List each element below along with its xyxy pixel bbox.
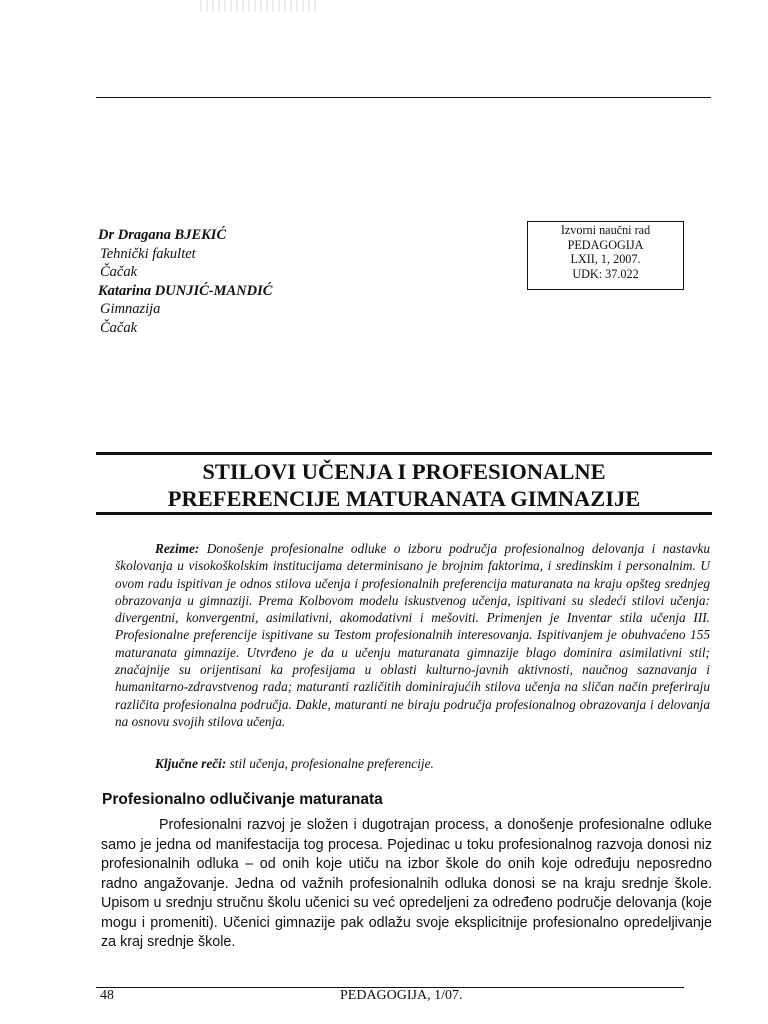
keywords-label: Ključne reči: (155, 756, 227, 771)
author-city: Čačak (100, 319, 138, 336)
paper-title (96, 455, 712, 512)
journal-name: PEDAGOGIJA (567, 237, 644, 252)
author-block (98, 226, 272, 337)
section-heading: Profesionalno odlučivanje maturanata (102, 791, 383, 808)
udk-code: UDK: 37.022 (572, 266, 639, 281)
title-line: PREFERENCIJE MATURANATA GIMNAZIJE (167, 486, 641, 511)
author-name: Katarina DUNJIĆ-MANDIĆ (98, 282, 273, 299)
classification-box (527, 221, 684, 290)
abstract-text: Donošenje profesionalne odluke o izboru područja profesionalnog delovanja i nastavku školovanja u visokoškolskim institucijama determinisano je brojnim faktorima, i sredinskim i personalnim. U ovom radu ispitivan je odnos stilova učenja i profesionalnih preferencija maturanata na kraju opšteg srednjeg obrazovanja u gimnaziji. Prema Kolbovom modelu iskustvenog učenja, ispitivani su sledeći stilovi učenja: divergentni, konvergentni, asimilativni, akomodativni i mešoviti. Primenjen je Inventar stila učenja III. Profesionalne preferencije ispitivane su Testom profesionalnih interesovanja. Ispitivanjem je obuhvaćeno 155 maturanata gimnazije. Utvrđeno je da u učenju maturanata gimnazije blago dominira asimilativni stil; značajnije su orijentisani ka profesijama u oblasti kulturno-javnih aktivnosti, naučnog saznavanja i humanitarno-zdravstvenog rada; maturanti različitih dominirajućih stilova učenja na sličan način preferiraju različita profesionalna područja. Dakle, maturanti ne biraju područja profesionalnog obrazovanja i delovanja na osnovu svojih stilova učenja. (115, 541, 711, 729)
page-number: 48 (100, 988, 114, 1003)
abstract-label: Rezime: (155, 541, 200, 556)
header-rule (96, 97, 711, 98)
keywords-text: stil učenja, profesionalne preferencije. (229, 756, 434, 771)
title-line: STILOVI UČENJA I PROFESIONALNE (202, 459, 606, 484)
author-name: Dr Dragana BJEKIĆ (98, 227, 227, 243)
keywords (155, 756, 434, 772)
author-city: Čačak (100, 264, 138, 280)
paper-type: Izvorni naučni rad (560, 223, 651, 237)
abstract (115, 540, 710, 730)
volume-info: LXII, 1, 2007. (570, 252, 641, 266)
scan-noise (200, 0, 320, 12)
title-rule-bottom (96, 512, 712, 515)
author-institution: Tehnički fakultet (100, 245, 196, 262)
footer-journal: PEDAGOGIJA, 1/07. (340, 988, 463, 1003)
body-paragraph: Profesionalni razvoj je složen i dugotrajan process, a donošenje profesionalne odluke samo je jedna od manifestacija tog procesa. Pojedinac u toku profesionalnog razvoja donosi niz profesionalnih odluka – od onih koje utiču na izbor škole do onih koje određuju neposredno radno angažovanje. Jedna od važnih profesionalnih odluka donosi se na kraju srednje škole. Upisom u srednju stručnu školu učenici su već opredeljeni za određeno područje delovanja (koje mogu i promeniti). Učenici gimnazije pak odlažu svoje eksplicitnije profesionalno opredeljivanje za kraj srednje škole. (101, 817, 712, 950)
author-institution: Gimnazija (100, 301, 161, 317)
